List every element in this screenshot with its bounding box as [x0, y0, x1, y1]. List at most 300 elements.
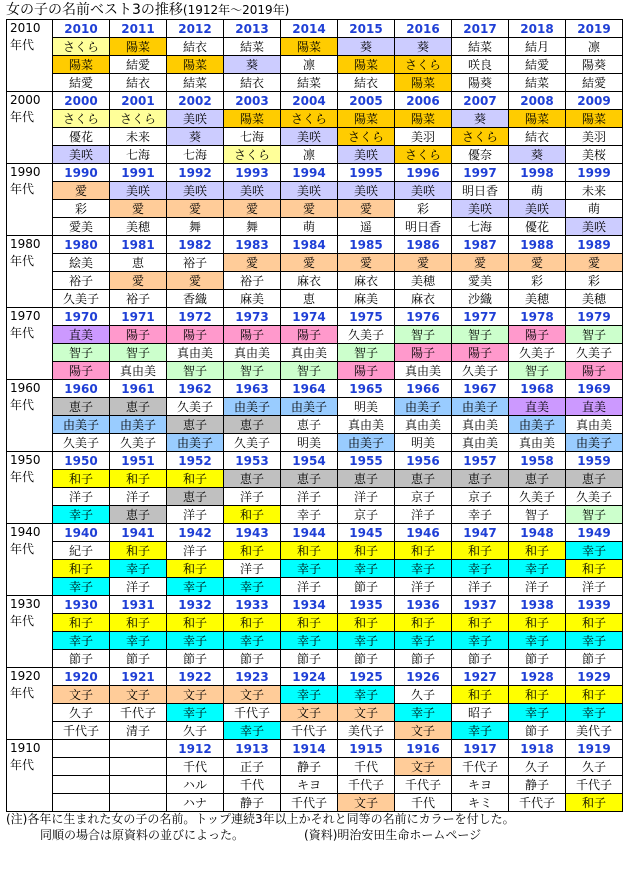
name-cell: 由美子 — [110, 416, 167, 434]
year-header: 1982 — [167, 236, 224, 254]
name-cell: 由美子 — [338, 434, 395, 452]
name-cell: 愛美 — [53, 218, 110, 236]
name-cell: 裕子 — [53, 272, 110, 290]
name-cell: 愛 — [338, 254, 395, 272]
year-header: 1965 — [338, 380, 395, 398]
name-cell: 絵美 — [53, 254, 110, 272]
name-cell: 久美子 — [53, 290, 110, 308]
name-cell: 結衣 — [338, 74, 395, 92]
name-cell: 幸子 — [53, 578, 110, 596]
name-cell: 幸子 — [224, 578, 281, 596]
name-cell: 智子 — [452, 326, 509, 344]
name-cell: 千代子 — [566, 776, 623, 794]
name-cell: 久美子 — [110, 434, 167, 452]
name-cell: 美羽 — [395, 128, 452, 146]
name-cell: 恵子 — [452, 470, 509, 488]
name-cell: 和子 — [452, 614, 509, 632]
name-cell: 美咲 — [281, 128, 338, 146]
name-cell: 千代子 — [509, 794, 566, 812]
name-cell: 結愛 — [110, 56, 167, 74]
rank-row-3 — [7, 578, 623, 596]
name-cell: 恵子 — [566, 470, 623, 488]
name-cell: 久子 — [53, 704, 110, 722]
name-cell: 恵子 — [110, 506, 167, 524]
name-cell: 幸子 — [509, 632, 566, 650]
year-row — [7, 596, 623, 614]
year-header: 1936 — [395, 596, 452, 614]
year-header: 1979 — [566, 308, 623, 326]
name-cell: 美咲 — [53, 146, 110, 164]
name-cell: 愛 — [452, 254, 509, 272]
name-cell: 静子 — [224, 794, 281, 812]
name-cell: さくら — [338, 128, 395, 146]
name-cell: 陽菜 — [53, 56, 110, 74]
name-cell: 舞 — [167, 218, 224, 236]
name-cell: 幸子 — [566, 704, 623, 722]
name-cell: 和子 — [110, 542, 167, 560]
year-header: 1934 — [281, 596, 338, 614]
name-cell: 洋子 — [338, 488, 395, 506]
name-cell: 和子 — [224, 614, 281, 632]
year-row — [7, 236, 623, 254]
name-cell: 和子 — [281, 614, 338, 632]
name-cell: 和子 — [566, 794, 623, 812]
table-body — [7, 20, 623, 812]
name-cell: 京子 — [452, 488, 509, 506]
name-cell: 美代子 — [338, 722, 395, 740]
year-header: 1927 — [452, 668, 509, 686]
rank-row-2 — [7, 632, 623, 650]
name-cell: 由美子 — [395, 398, 452, 416]
year-header: 1955 — [338, 452, 395, 470]
name-cell — [110, 794, 167, 812]
year-header: 1948 — [509, 524, 566, 542]
name-cell: 彩 — [395, 200, 452, 218]
decade-label: 1960年代 — [7, 380, 53, 452]
name-cell: 幸子 — [281, 560, 338, 578]
name-cell: 千代子 — [395, 776, 452, 794]
name-cell: 和子 — [395, 542, 452, 560]
year-header: 2000 — [53, 92, 110, 110]
year-header: 1968 — [509, 380, 566, 398]
rank-row-2 — [7, 344, 623, 362]
year-header: 1971 — [110, 308, 167, 326]
name-cell: 和子 — [452, 686, 509, 704]
name-cell: 由美子 — [224, 398, 281, 416]
name-cell: 裕子 — [167, 254, 224, 272]
name-cell: さくら — [53, 110, 110, 128]
name-cell: 美羽 — [566, 128, 623, 146]
rank-row-1 — [7, 614, 623, 632]
name-cell: 萌 — [509, 182, 566, 200]
title-range: (1912年～2019年) — [182, 3, 290, 17]
year-header: 1986 — [395, 236, 452, 254]
name-cell: 智子 — [110, 344, 167, 362]
rank-row-1 — [7, 398, 623, 416]
year-header: 1991 — [110, 164, 167, 182]
name-cell: 優花 — [53, 128, 110, 146]
year-header: 1929 — [566, 668, 623, 686]
year-header: 1915 — [338, 740, 395, 758]
name-cell: 久美子 — [566, 344, 623, 362]
name-cell: 久美子 — [509, 488, 566, 506]
name-cell: 真由美 — [566, 416, 623, 434]
name-cell: 麻衣 — [281, 272, 338, 290]
name-cell: 智子 — [167, 362, 224, 380]
year-row — [7, 20, 623, 38]
name-cell: 静子 — [509, 776, 566, 794]
name-cell: 葵 — [167, 128, 224, 146]
year-header: 1924 — [281, 668, 338, 686]
name-cell: 恵子 — [281, 416, 338, 434]
name-cell: 真由美 — [395, 362, 452, 380]
name-cell: 美咲 — [395, 182, 452, 200]
rank-row-2 — [7, 272, 623, 290]
name-cell: 文子 — [224, 686, 281, 704]
name-cell: 幸子 — [224, 722, 281, 740]
year-header: 1959 — [566, 452, 623, 470]
name-cell: 陽子 — [167, 326, 224, 344]
name-cell: 愛 — [110, 200, 167, 218]
name-cell: 幸子 — [167, 632, 224, 650]
year-header: 1950 — [53, 452, 110, 470]
name-cell: 和子 — [509, 686, 566, 704]
page-title — [6, 1, 289, 19]
name-cell: 裕子 — [110, 290, 167, 308]
name-cell: 真由美 — [110, 362, 167, 380]
title-main: 女の子の名前ベスト3の推移 — [6, 2, 183, 18]
name-cell: 智子 — [566, 506, 623, 524]
name-cell: 千代 — [167, 758, 224, 776]
year-header: 1942 — [167, 524, 224, 542]
rank-row-1 — [7, 686, 623, 704]
name-cell: 千代子 — [224, 704, 281, 722]
name-cell: 幸子 — [452, 506, 509, 524]
name-cell: 葵 — [452, 110, 509, 128]
name-cell: さくら — [452, 128, 509, 146]
name-cell: 節子 — [110, 650, 167, 668]
name-cell: 幸子 — [167, 578, 224, 596]
year-header: 1951 — [110, 452, 167, 470]
year-header: 1922 — [167, 668, 224, 686]
name-cell: 愛 — [566, 254, 623, 272]
year-header: 2017 — [452, 20, 509, 38]
name-cell: 千代子 — [53, 722, 110, 740]
name-cell: 葵 — [224, 56, 281, 74]
year-row — [7, 92, 623, 110]
rank-row-3 — [7, 650, 623, 668]
year-header: 2004 — [281, 92, 338, 110]
year-header: 2006 — [395, 92, 452, 110]
year-header: 2009 — [566, 92, 623, 110]
name-cell: 真由美 — [224, 344, 281, 362]
year-header: 1916 — [395, 740, 452, 758]
name-cell: 愛 — [281, 254, 338, 272]
name-cell: 千代子 — [110, 704, 167, 722]
name-cell: 陽子 — [566, 362, 623, 380]
name-cell: 節子 — [566, 650, 623, 668]
rank-row-3 — [7, 794, 623, 812]
year-header: 1993 — [224, 164, 281, 182]
name-cell: 智子 — [509, 362, 566, 380]
name-cell: 幸子 — [338, 560, 395, 578]
name-cell: キミ — [452, 794, 509, 812]
rank-row-1 — [7, 470, 623, 488]
name-cell: 明美 — [338, 398, 395, 416]
name-cell — [53, 776, 110, 794]
decade-label: 2010年代 — [7, 20, 53, 92]
name-cell: 愛 — [167, 200, 224, 218]
name-cell: 洋子 — [224, 560, 281, 578]
year-header: 1956 — [395, 452, 452, 470]
year-header: 1990 — [53, 164, 110, 182]
name-cell: 幸子 — [281, 686, 338, 704]
name-cell: さくら — [224, 146, 281, 164]
year-header: 1941 — [110, 524, 167, 542]
name-cell: 千代子 — [452, 758, 509, 776]
year-row — [7, 164, 623, 182]
name-cell: 陽菜 — [338, 56, 395, 74]
name-cell: 幸子 — [53, 506, 110, 524]
rank-row-2 — [7, 200, 623, 218]
name-cell: 明美 — [281, 434, 338, 452]
name-cell: 恵子 — [338, 470, 395, 488]
name-cell: 幸子 — [167, 704, 224, 722]
name-cell: 直美 — [566, 398, 623, 416]
name-cell: 咲良 — [452, 56, 509, 74]
year-header: 1939 — [566, 596, 623, 614]
year-header: 1952 — [167, 452, 224, 470]
name-cell: 恵子 — [167, 416, 224, 434]
rank-row-3 — [7, 506, 623, 524]
rank-row-1 — [7, 110, 623, 128]
name-cell: 洋子 — [167, 542, 224, 560]
year-header: 1944 — [281, 524, 338, 542]
name-cell: 久美子 — [224, 434, 281, 452]
name-cell: 麻美 — [224, 290, 281, 308]
year-header: 1972 — [167, 308, 224, 326]
name-cell: 美咲 — [167, 110, 224, 128]
name-cell: 洋子 — [509, 578, 566, 596]
name-cell: 裕子 — [224, 272, 281, 290]
year-header: 1966 — [395, 380, 452, 398]
name-cell: 久子 — [509, 758, 566, 776]
name-cell: 節子 — [509, 722, 566, 740]
name-cell: 洋子 — [281, 578, 338, 596]
rank-row-1 — [7, 254, 623, 272]
year-header: 1974 — [281, 308, 338, 326]
name-cell: 由美子 — [509, 416, 566, 434]
name-cell: 恵子 — [110, 398, 167, 416]
year-header: 1983 — [224, 236, 281, 254]
rank-row-2 — [7, 776, 623, 794]
name-cell: 彩 — [53, 200, 110, 218]
name-cell — [53, 758, 110, 776]
name-cell: 結衣 — [509, 128, 566, 146]
year-header: 1937 — [452, 596, 509, 614]
year-header: 2008 — [509, 92, 566, 110]
name-cell: 由美子 — [167, 434, 224, 452]
year-header: 1935 — [338, 596, 395, 614]
name-cell: 美咲 — [509, 200, 566, 218]
name-cell: 静子 — [281, 758, 338, 776]
name-cell: 久美子 — [338, 326, 395, 344]
name-cell: 文子 — [338, 704, 395, 722]
name-cell: 智子 — [395, 326, 452, 344]
names-table — [6, 19, 623, 812]
name-cell: 香織 — [167, 290, 224, 308]
year-header: 1964 — [281, 380, 338, 398]
rank-row-2 — [7, 56, 623, 74]
name-cell: 美桜 — [566, 146, 623, 164]
year-header: 2012 — [167, 20, 224, 38]
name-cell: 陽子 — [338, 362, 395, 380]
year-header: 2007 — [452, 92, 509, 110]
name-cell: 美代子 — [566, 722, 623, 740]
name-cell: 文子 — [281, 704, 338, 722]
year-row — [7, 308, 623, 326]
year-header: 1943 — [224, 524, 281, 542]
name-cell: 洋子 — [395, 578, 452, 596]
name-cell: 幸子 — [452, 722, 509, 740]
name-cell: 幸子 — [395, 560, 452, 578]
year-row — [7, 668, 623, 686]
name-cell: 幸子 — [509, 560, 566, 578]
decade-label: 1930年代 — [7, 596, 53, 668]
name-cell: 和子 — [281, 542, 338, 560]
name-cell: 明日香 — [395, 218, 452, 236]
year-header: 1978 — [509, 308, 566, 326]
name-cell: 彩 — [509, 272, 566, 290]
name-cell: 文子 — [167, 686, 224, 704]
year-header: 1980 — [53, 236, 110, 254]
name-cell: 真由美 — [338, 416, 395, 434]
name-cell: 智子 — [566, 326, 623, 344]
name-cell: 和子 — [395, 614, 452, 632]
name-cell: 洋子 — [110, 488, 167, 506]
year-header: 1918 — [509, 740, 566, 758]
name-cell: 由美子 — [53, 416, 110, 434]
source-credit: (資料)明治安田生命ホームページ — [304, 828, 482, 842]
name-cell: 明日香 — [452, 182, 509, 200]
name-cell: 未来 — [110, 128, 167, 146]
name-cell: 美咲 — [224, 182, 281, 200]
name-cell: 智子 — [53, 344, 110, 362]
name-cell: 結菜 — [452, 38, 509, 56]
name-cell: さくら — [53, 38, 110, 56]
name-cell: 正子 — [224, 758, 281, 776]
name-cell: 結愛 — [509, 56, 566, 74]
rank-row-3 — [7, 362, 623, 380]
name-cell: 由美子 — [452, 398, 509, 416]
name-cell: 久子 — [167, 722, 224, 740]
name-cell: 恵子 — [509, 470, 566, 488]
name-cell: 幸子 — [395, 632, 452, 650]
name-cell: 和子 — [338, 542, 395, 560]
year-header: 1921 — [110, 668, 167, 686]
name-cell: 和子 — [167, 470, 224, 488]
name-cell: 久美子 — [509, 344, 566, 362]
decade-label: 1980年代 — [7, 236, 53, 308]
name-cell: 洋子 — [224, 488, 281, 506]
name-cell: 美穂 — [509, 290, 566, 308]
year-header: 1977 — [452, 308, 509, 326]
decade-label: 1990年代 — [7, 164, 53, 236]
name-cell: 陽菜 — [224, 110, 281, 128]
decade-label: 2000年代 — [7, 92, 53, 164]
year-header: 1925 — [338, 668, 395, 686]
name-cell: 幸子 — [452, 632, 509, 650]
name-cell: 真由美 — [395, 416, 452, 434]
name-cell: 紀子 — [53, 542, 110, 560]
name-cell: 優奈 — [452, 146, 509, 164]
rank-row-1 — [7, 38, 623, 56]
name-cell: 智子 — [338, 344, 395, 362]
name-cell: 和子 — [452, 542, 509, 560]
year-header: 1946 — [395, 524, 452, 542]
name-cell: 真由美 — [452, 416, 509, 434]
name-cell: 真由美 — [167, 344, 224, 362]
year-header: 1914 — [281, 740, 338, 758]
name-cell: 千代子 — [281, 722, 338, 740]
name-cell: 和子 — [53, 560, 110, 578]
name-cell: 愛 — [509, 254, 566, 272]
name-cell: 直美 — [509, 398, 566, 416]
year-header: 1958 — [509, 452, 566, 470]
year-row — [7, 524, 623, 542]
name-cell: 葵 — [338, 38, 395, 56]
footnote — [6, 811, 515, 843]
year-header: 2014 — [281, 20, 338, 38]
rank-row-3 — [7, 74, 623, 92]
name-cell: 幸子 — [110, 632, 167, 650]
name-cell: 節子 — [224, 650, 281, 668]
note-line-2: 同順の場合は原資料の並びによった。 — [40, 828, 245, 842]
year-header: 1923 — [224, 668, 281, 686]
name-cell: 洋子 — [53, 488, 110, 506]
name-cell: 凛 — [566, 38, 623, 56]
name-cell: 結菜 — [509, 74, 566, 92]
name-cell: 節子 — [509, 650, 566, 668]
name-cell: 結衣 — [224, 74, 281, 92]
rank-row-1 — [7, 542, 623, 560]
year-header: 1981 — [110, 236, 167, 254]
name-cell: 洋子 — [281, 488, 338, 506]
name-cell — [110, 758, 167, 776]
year-header: 1926 — [395, 668, 452, 686]
name-cell: 幸子 — [110, 560, 167, 578]
name-cell: 和子 — [509, 614, 566, 632]
name-cell: 洋子 — [566, 578, 623, 596]
year-header: 1998 — [509, 164, 566, 182]
year-header: 1953 — [224, 452, 281, 470]
name-cell: 真由美 — [281, 344, 338, 362]
year-header — [53, 740, 110, 758]
name-cell: 京子 — [395, 488, 452, 506]
name-cell: 愛 — [110, 272, 167, 290]
name-cell: 結菜 — [281, 74, 338, 92]
name-cell: 陽菜 — [110, 38, 167, 56]
name-cell: 七海 — [110, 146, 167, 164]
name-cell: 文子 — [395, 758, 452, 776]
name-cell: 節子 — [338, 650, 395, 668]
name-cell: 京子 — [338, 506, 395, 524]
name-cell: 麻衣 — [395, 290, 452, 308]
year-header: 1913 — [224, 740, 281, 758]
year-header: 2016 — [395, 20, 452, 38]
rank-row-3 — [7, 218, 623, 236]
name-cell: 遥 — [338, 218, 395, 236]
